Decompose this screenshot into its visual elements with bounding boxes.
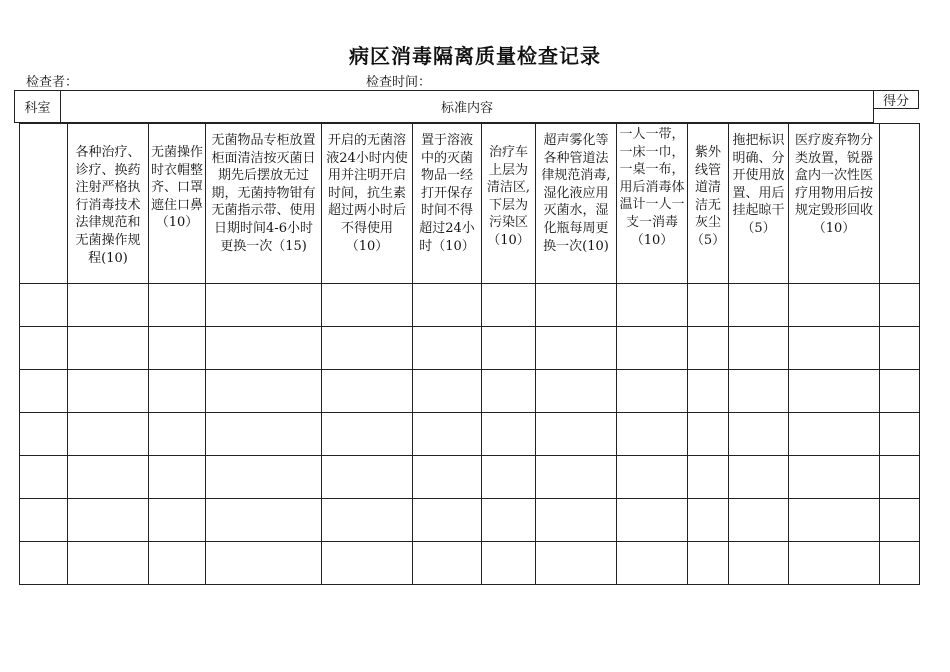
entry-cell[interactable] — [206, 499, 322, 542]
entry-cell[interactable] — [149, 284, 206, 327]
entry-cell[interactable] — [68, 499, 149, 542]
criterion-1: 各种治疗、诊疗、换药注射严格执行消毒技术法律规范和无菌操作规程(10) — [68, 124, 149, 284]
entry-cell[interactable] — [729, 413, 789, 456]
department-entry-cell[interactable] — [20, 413, 68, 456]
entry-cell[interactable] — [536, 499, 617, 542]
entry-cell[interactable] — [617, 284, 688, 327]
score-entry-cell[interactable] — [880, 456, 920, 499]
entry-cell[interactable] — [149, 542, 206, 585]
entry-cell[interactable] — [68, 456, 149, 499]
table-row — [20, 413, 920, 456]
entry-cell[interactable] — [617, 542, 688, 585]
department-cell — [20, 124, 68, 284]
inspection-table — [19, 123, 920, 585]
entry-cell[interactable] — [688, 499, 729, 542]
entry-cell[interactable] — [322, 542, 413, 585]
entry-cell[interactable] — [482, 327, 536, 370]
entry-cell[interactable] — [482, 542, 536, 585]
entry-cell[interactable] — [729, 542, 789, 585]
department-entry-cell[interactable] — [20, 456, 68, 499]
department-entry-cell[interactable] — [20, 327, 68, 370]
criterion-8: 一人一带，一床一巾，一桌一布，用后消毒体温计一人一支一消毒（10） — [617, 124, 688, 284]
score-cell — [880, 124, 920, 284]
criterion-2: 无菌操作时衣帽整齐、口罩遮住口鼻（10） — [149, 124, 206, 284]
entry-cell[interactable] — [688, 456, 729, 499]
entry-cell[interactable] — [68, 542, 149, 585]
standard-content-header: 标准内容 — [60, 90, 874, 123]
table-row — [20, 327, 920, 370]
entry-cell[interactable] — [688, 327, 729, 370]
entry-cell[interactable] — [322, 370, 413, 413]
criterion-7: 超声雾化等各种管道法律规范消毒,湿化液应用灭菌水，湿化瓶每周更换一次(10) — [536, 124, 617, 284]
entry-cell[interactable] — [729, 499, 789, 542]
entry-cell[interactable] — [482, 370, 536, 413]
entry-cell[interactable] — [617, 370, 688, 413]
entry-cell[interactable] — [536, 370, 617, 413]
criterion-5: 置于溶液中的灭菌物品一经打开保存时间不得超过24小时（10） — [413, 124, 482, 284]
entry-cell[interactable] — [688, 284, 729, 327]
table-row — [20, 370, 920, 413]
page-title: 病区消毒隔离质量检查记录 — [349, 44, 601, 68]
entry-cell[interactable] — [206, 370, 322, 413]
department-entry-cell[interactable] — [20, 284, 68, 327]
entry-cell[interactable] — [688, 542, 729, 585]
entry-cell[interactable] — [789, 327, 880, 370]
criterion-10: 拖把标识明确、分开使用放置、用后挂起晾干（5） — [729, 124, 789, 284]
inspector-label: 检查者： — [26, 75, 79, 90]
entry-cell[interactable] — [206, 284, 322, 327]
entry-cell[interactable] — [617, 413, 688, 456]
entry-cell[interactable] — [789, 370, 880, 413]
entry-cell[interactable] — [413, 456, 482, 499]
score-entry-cell[interactable] — [880, 370, 920, 413]
score-header: 得分 — [873, 90, 919, 109]
department-entry-cell[interactable] — [20, 499, 68, 542]
criterion-4: 开启的无菌溶液24小时内使用并注明开启时间，抗生素超过两小时后不得使用（10） — [322, 124, 413, 284]
entry-cell[interactable] — [536, 413, 617, 456]
entry-cell[interactable] — [617, 456, 688, 499]
score-entry-cell[interactable] — [880, 542, 920, 585]
entry-cell[interactable] — [413, 499, 482, 542]
criteria-row — [20, 124, 920, 284]
table-row — [20, 499, 920, 542]
entry-cell[interactable] — [149, 327, 206, 370]
entry-cell[interactable] — [617, 499, 688, 542]
criterion-11: 医疗废弃物分类放置，锐器盒内一次性医疗用物用后按规定毁形回收（10） — [789, 124, 880, 284]
entry-cell[interactable] — [206, 456, 322, 499]
entry-cell[interactable] — [482, 456, 536, 499]
entry-cell[interactable] — [789, 542, 880, 585]
entry-cell[interactable] — [617, 327, 688, 370]
entry-cell[interactable] — [206, 542, 322, 585]
entry-cell[interactable] — [789, 413, 880, 456]
entry-cell[interactable] — [149, 456, 206, 499]
entry-cell[interactable] — [536, 284, 617, 327]
entry-cell[interactable] — [729, 456, 789, 499]
entry-cell[interactable] — [206, 413, 322, 456]
entry-cell[interactable] — [729, 370, 789, 413]
criterion-6: 治疗车上层为清洁区,下层为污染区（10） — [482, 124, 536, 284]
entry-cell[interactable] — [413, 413, 482, 456]
entry-cell[interactable] — [413, 284, 482, 327]
entry-cell[interactable] — [729, 327, 789, 370]
entry-cell[interactable] — [688, 413, 729, 456]
criterion-3: 无菌物品专柜放置柜面清洁按灭菌日期先后摆放无过期，无菌持物钳有无菌指示带、使用日期时间4-6小时更换一次（15) — [206, 124, 322, 284]
department-entry-cell[interactable] — [20, 542, 68, 585]
entry-cell[interactable] — [789, 456, 880, 499]
score-entry-cell[interactable] — [880, 413, 920, 456]
entry-cell[interactable] — [789, 499, 880, 542]
entry-cell[interactable] — [482, 499, 536, 542]
entry-cell[interactable] — [149, 499, 206, 542]
entry-cell[interactable] — [322, 284, 413, 327]
inspection-time-label: 检查时间： — [366, 75, 432, 90]
entry-cell[interactable] — [68, 370, 149, 413]
department-entry-cell[interactable] — [20, 370, 68, 413]
table-row — [20, 284, 920, 327]
entry-cell[interactable] — [536, 327, 617, 370]
entry-cell[interactable] — [789, 284, 880, 327]
score-entry-cell[interactable] — [880, 327, 920, 370]
entry-cell[interactable] — [322, 456, 413, 499]
criterion-9: 紫外线管道清洁无灰尘（5） — [688, 124, 729, 284]
score-entry-cell[interactable] — [880, 499, 920, 542]
entry-cell[interactable] — [322, 499, 413, 542]
entry-cell[interactable] — [413, 327, 482, 370]
table-row — [20, 542, 920, 585]
entry-cell[interactable] — [322, 327, 413, 370]
score-entry-cell[interactable] — [880, 284, 920, 327]
entry-cell[interactable] — [149, 370, 206, 413]
entry-cell[interactable] — [149, 413, 206, 456]
entry-cell[interactable] — [413, 542, 482, 585]
entry-cell[interactable] — [536, 542, 617, 585]
entry-cell[interactable] — [206, 327, 322, 370]
entry-cell[interactable] — [68, 284, 149, 327]
entry-cell[interactable] — [482, 284, 536, 327]
entry-cell[interactable] — [68, 413, 149, 456]
department-header: 科室 — [14, 90, 61, 123]
entry-cell[interactable] — [413, 370, 482, 413]
table-row — [20, 456, 920, 499]
entry-cell[interactable] — [536, 456, 617, 499]
entry-cell[interactable] — [729, 284, 789, 327]
entry-cell[interactable] — [68, 327, 149, 370]
entry-cell[interactable] — [322, 413, 413, 456]
entry-cell[interactable] — [482, 413, 536, 456]
entry-cell[interactable] — [688, 370, 729, 413]
